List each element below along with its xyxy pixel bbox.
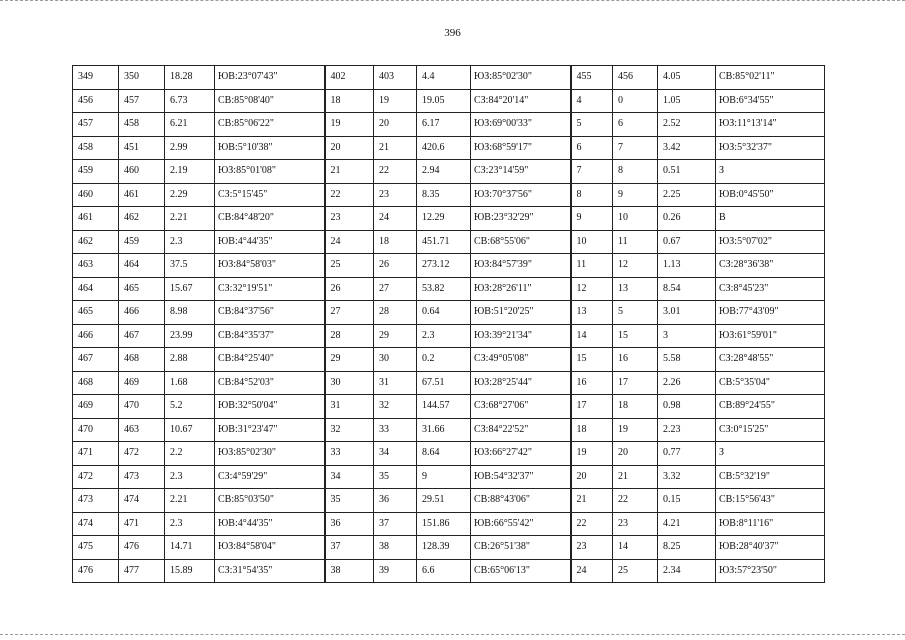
cell-group1-to-point: 460: [119, 160, 165, 184]
cell-group1-to-point: 451: [119, 136, 165, 160]
cell-group3-from-point: 16: [571, 371, 613, 395]
cell-group2-from-point: 26: [325, 277, 374, 301]
cell-group1-bearing: ЮВ:32°50'04": [215, 395, 325, 419]
cell-group1-from-point: 456: [73, 89, 119, 113]
cell-group1-from-point: 470: [73, 418, 119, 442]
cell-group1-to-point: 457: [119, 89, 165, 113]
cell-group1-bearing: СЗ:32°19'51": [215, 277, 325, 301]
cell-group1-bearing: СЗ:5°15'45": [215, 183, 325, 207]
cell-group1-distance: 18.28: [165, 66, 215, 90]
cell-group2-to-point: 38: [374, 536, 417, 560]
cell-group3-distance: 3.01: [658, 301, 716, 325]
table-row: [73, 277, 825, 301]
cell-group1-to-point: 459: [119, 230, 165, 254]
cell-group3-bearing: ЮЗ:11°13'14": [716, 113, 825, 137]
table-row: [73, 230, 825, 254]
cell-group2-distance: 8.35: [417, 183, 471, 207]
cell-group2-to-point: 36: [374, 489, 417, 513]
cell-group3-bearing: СЗ:28°36'38": [716, 254, 825, 278]
cell-group2-bearing: ЮЗ:68°59'17": [471, 136, 571, 160]
cell-group2-bearing: ЮЗ:70°37'56": [471, 183, 571, 207]
cell-group3-from-point: 12: [571, 277, 613, 301]
cell-group1-to-point: 470: [119, 395, 165, 419]
table-row: [73, 254, 825, 278]
cell-group1-bearing: СЗ:31°54'35": [215, 559, 325, 583]
table-row: [73, 371, 825, 395]
cell-group3-from-point: 13: [571, 301, 613, 325]
cell-group1-bearing: СВ:85°08'40": [215, 89, 325, 113]
cell-group1-from-point: 462: [73, 230, 119, 254]
table-row: [73, 301, 825, 325]
cell-group2-to-point: 27: [374, 277, 417, 301]
cell-group2-distance: 151.86: [417, 512, 471, 536]
table-row: [73, 207, 825, 231]
cell-group2-to-point: 23: [374, 183, 417, 207]
cell-group1-bearing: ЮЗ:84°58'03": [215, 254, 325, 278]
cell-group3-distance: 3.32: [658, 465, 716, 489]
scan-edge-top: [0, 0, 905, 1]
table-row: [73, 395, 825, 419]
cell-group2-distance: 420.6: [417, 136, 471, 160]
cell-group1-from-point: 457: [73, 113, 119, 137]
cell-group1-to-point: 462: [119, 207, 165, 231]
cell-group2-to-point: 22: [374, 160, 417, 184]
cell-group3-to-point: 18: [613, 395, 658, 419]
cell-group2-bearing: ЮЗ:28°25'44": [471, 371, 571, 395]
cell-group3-from-point: 21: [571, 489, 613, 513]
cell-group2-bearing: СВ:65°06'13": [471, 559, 571, 583]
cell-group2-to-point: 403: [374, 66, 417, 90]
cell-group1-bearing: ЮВ:4°44'35": [215, 230, 325, 254]
cell-group2-from-point: 402: [325, 66, 374, 90]
survey-table: [72, 65, 825, 583]
cell-group1-bearing: СВ:84°52'03": [215, 371, 325, 395]
cell-group3-bearing: ЮЗ:5°07'02": [716, 230, 825, 254]
cell-group2-bearing: ЮЗ:85°02'30": [471, 66, 571, 90]
cell-group3-from-point: 9: [571, 207, 613, 231]
cell-group1-to-point: 471: [119, 512, 165, 536]
cell-group1-to-point: 468: [119, 348, 165, 372]
cell-group1-bearing: ЮЗ:85°01'08": [215, 160, 325, 184]
cell-group3-distance: 2.52: [658, 113, 716, 137]
cell-group2-to-point: 34: [374, 442, 417, 466]
cell-group3-from-point: 10: [571, 230, 613, 254]
cell-group3-to-point: 456: [613, 66, 658, 90]
cell-group3-from-point: 7: [571, 160, 613, 184]
survey-table-body: [73, 66, 825, 583]
cell-group1-distance: 2.3: [165, 230, 215, 254]
cell-group2-distance: 8.64: [417, 442, 471, 466]
cell-group1-distance: 15.89: [165, 559, 215, 583]
cell-group1-from-point: 468: [73, 371, 119, 395]
cell-group3-distance: 2.34: [658, 559, 716, 583]
cell-group3-bearing: ЮВ:28°40'37": [716, 536, 825, 560]
cell-group1-to-point: 469: [119, 371, 165, 395]
cell-group2-bearing: СЗ:84°20'14": [471, 89, 571, 113]
cell-group2-from-point: 35: [325, 489, 374, 513]
cell-group2-to-point: 30: [374, 348, 417, 372]
table-row: [73, 536, 825, 560]
cell-group2-bearing: СЗ:68°27'06": [471, 395, 571, 419]
cell-group3-from-point: 19: [571, 442, 613, 466]
cell-group2-bearing: СЗ:49°05'08": [471, 348, 571, 372]
cell-group1-to-point: 472: [119, 442, 165, 466]
cell-group2-distance: 31.66: [417, 418, 471, 442]
cell-group3-to-point: 10: [613, 207, 658, 231]
cell-group3-to-point: 17: [613, 371, 658, 395]
cell-group3-distance: 0.51: [658, 160, 716, 184]
cell-group1-bearing: СВ:84°25'40": [215, 348, 325, 372]
cell-group3-bearing: СЗ:8°45'23": [716, 277, 825, 301]
cell-group2-distance: 12.29: [417, 207, 471, 231]
cell-group3-bearing: СВ:5°35'04": [716, 371, 825, 395]
cell-group3-from-point: 4: [571, 89, 613, 113]
cell-group3-distance: 3: [658, 324, 716, 348]
cell-group3-distance: 4.05: [658, 66, 716, 90]
cell-group3-to-point: 8: [613, 160, 658, 184]
cell-group3-from-point: 14: [571, 324, 613, 348]
cell-group2-bearing: ЮЗ:66°27'42": [471, 442, 571, 466]
cell-group3-to-point: 21: [613, 465, 658, 489]
cell-group3-bearing: СВ:15°56'43": [716, 489, 825, 513]
cell-group2-from-point: 31: [325, 395, 374, 419]
cell-group2-distance: 6.6: [417, 559, 471, 583]
cell-group2-from-point: 25: [325, 254, 374, 278]
cell-group3-to-point: 15: [613, 324, 658, 348]
cell-group2-to-point: 37: [374, 512, 417, 536]
cell-group1-bearing: СВ:84°48'20": [215, 207, 325, 231]
cell-group1-distance: 2.19: [165, 160, 215, 184]
cell-group2-to-point: 32: [374, 395, 417, 419]
cell-group3-bearing: СВ:89°24'55": [716, 395, 825, 419]
cell-group1-bearing: СЗ:4°59'29": [215, 465, 325, 489]
cell-group3-bearing: З: [716, 442, 825, 466]
cell-group2-distance: 2.94: [417, 160, 471, 184]
cell-group3-bearing: ЮВ:8°11'16": [716, 512, 825, 536]
cell-group1-bearing: ЮВ:23°07'43": [215, 66, 325, 90]
cell-group3-distance: 2.26: [658, 371, 716, 395]
cell-group1-from-point: 472: [73, 465, 119, 489]
cell-group1-from-point: 461: [73, 207, 119, 231]
cell-group1-bearing: СВ:84°37'56": [215, 301, 325, 325]
cell-group3-bearing: СЗ:0°15'25": [716, 418, 825, 442]
cell-group2-bearing: ЮЗ:69°00'33": [471, 113, 571, 137]
cell-group1-to-point: 463: [119, 418, 165, 442]
cell-group3-bearing: СЗ:28°48'55": [716, 348, 825, 372]
table-row: [73, 442, 825, 466]
cell-group1-to-point: 464: [119, 254, 165, 278]
cell-group3-to-point: 7: [613, 136, 658, 160]
cell-group2-bearing: ЮВ:23°32'29": [471, 207, 571, 231]
cell-group3-distance: 8.54: [658, 277, 716, 301]
cell-group2-from-point: 21: [325, 160, 374, 184]
table-row: [73, 183, 825, 207]
cell-group3-from-point: 20: [571, 465, 613, 489]
cell-group2-from-point: 32: [325, 418, 374, 442]
cell-group1-distance: 14.71: [165, 536, 215, 560]
cell-group2-distance: 67.51: [417, 371, 471, 395]
cell-group3-to-point: 23: [613, 512, 658, 536]
cell-group3-distance: 2.23: [658, 418, 716, 442]
cell-group3-to-point: 6: [613, 113, 658, 137]
cell-group1-distance: 2.29: [165, 183, 215, 207]
cell-group2-from-point: 18: [325, 89, 374, 113]
cell-group2-from-point: 24: [325, 230, 374, 254]
cell-group1-to-point: 467: [119, 324, 165, 348]
cell-group2-from-point: 34: [325, 465, 374, 489]
cell-group3-to-point: 14: [613, 536, 658, 560]
cell-group1-bearing: СВ:85°06'22": [215, 113, 325, 137]
cell-group3-distance: 2.25: [658, 183, 716, 207]
cell-group2-bearing: СВ:68°55'06": [471, 230, 571, 254]
cell-group1-bearing: ЮВ:31°23'47": [215, 418, 325, 442]
cell-group3-to-point: 11: [613, 230, 658, 254]
cell-group3-distance: 1.05: [658, 89, 716, 113]
cell-group3-distance: 3.42: [658, 136, 716, 160]
cell-group3-from-point: 23: [571, 536, 613, 560]
cell-group1-distance: 10.67: [165, 418, 215, 442]
cell-group2-bearing: СВ:26°51'38": [471, 536, 571, 560]
cell-group3-to-point: 12: [613, 254, 658, 278]
cell-group1-to-point: 465: [119, 277, 165, 301]
cell-group2-distance: 144.57: [417, 395, 471, 419]
cell-group1-distance: 8.98: [165, 301, 215, 325]
cell-group3-distance: 0.15: [658, 489, 716, 513]
table-row: [73, 418, 825, 442]
table-row: [73, 89, 825, 113]
cell-group2-distance: 2.3: [417, 324, 471, 348]
cell-group1-to-point: 477: [119, 559, 165, 583]
cell-group2-from-point: 30: [325, 371, 374, 395]
cell-group2-bearing: ЮЗ:39°21'34": [471, 324, 571, 348]
cell-group3-bearing: ЮВ:0°45'50": [716, 183, 825, 207]
cell-group3-from-point: 17: [571, 395, 613, 419]
cell-group3-to-point: 9: [613, 183, 658, 207]
cell-group1-from-point: 474: [73, 512, 119, 536]
cell-group1-distance: 2.3: [165, 465, 215, 489]
cell-group1-bearing: СВ:84°35'37": [215, 324, 325, 348]
cell-group2-from-point: 38: [325, 559, 374, 583]
cell-group3-to-point: 0: [613, 89, 658, 113]
cell-group3-to-point: 19: [613, 418, 658, 442]
cell-group3-from-point: 8: [571, 183, 613, 207]
cell-group3-bearing: ЮЗ:57°23'50": [716, 559, 825, 583]
cell-group1-distance: 15.67: [165, 277, 215, 301]
cell-group1-bearing: ЮВ:5°10'38": [215, 136, 325, 160]
cell-group2-from-point: 20: [325, 136, 374, 160]
cell-group1-from-point: 476: [73, 559, 119, 583]
cell-group1-distance: 23.99: [165, 324, 215, 348]
cell-group2-to-point: 33: [374, 418, 417, 442]
cell-group2-distance: 53.82: [417, 277, 471, 301]
table-row: [73, 489, 825, 513]
cell-group1-distance: 2.2: [165, 442, 215, 466]
cell-group1-bearing: ЮВ:4°44'35": [215, 512, 325, 536]
cell-group3-from-point: 5: [571, 113, 613, 137]
table-row: [73, 559, 825, 583]
cell-group2-bearing: СЗ:23°14'59": [471, 160, 571, 184]
cell-group2-distance: 29.51: [417, 489, 471, 513]
cell-group1-from-point: 458: [73, 136, 119, 160]
table-row: [73, 348, 825, 372]
cell-group1-distance: 2.99: [165, 136, 215, 160]
cell-group1-from-point: 475: [73, 536, 119, 560]
cell-group2-from-point: 19: [325, 113, 374, 137]
page-number: 396: [444, 27, 461, 39]
cell-group1-from-point: 464: [73, 277, 119, 301]
cell-group1-from-point: 467: [73, 348, 119, 372]
cell-group1-from-point: 465: [73, 301, 119, 325]
cell-group3-bearing: ЮЗ:5°32'37": [716, 136, 825, 160]
cell-group2-to-point: 20: [374, 113, 417, 137]
cell-group1-distance: 6.21: [165, 113, 215, 137]
cell-group3-to-point: 22: [613, 489, 658, 513]
cell-group1-to-point: 350: [119, 66, 165, 90]
cell-group3-bearing: ЮЗ:61°59'01": [716, 324, 825, 348]
cell-group3-distance: 4.21: [658, 512, 716, 536]
cell-group3-bearing: ЮВ:77°43'09": [716, 301, 825, 325]
cell-group3-distance: 5.58: [658, 348, 716, 372]
table-row: [73, 66, 825, 90]
cell-group1-from-point: 349: [73, 66, 119, 90]
table-row: [73, 160, 825, 184]
cell-group3-to-point: 5: [613, 301, 658, 325]
cell-group3-distance: 0.77: [658, 442, 716, 466]
cell-group2-from-point: 33: [325, 442, 374, 466]
cell-group2-bearing: ЮВ:66°55'42": [471, 512, 571, 536]
cell-group3-distance: 0.98: [658, 395, 716, 419]
cell-group1-from-point: 459: [73, 160, 119, 184]
cell-group2-from-point: 27: [325, 301, 374, 325]
cell-group3-from-point: 11: [571, 254, 613, 278]
cell-group2-distance: 6.17: [417, 113, 471, 137]
cell-group1-distance: 2.3: [165, 512, 215, 536]
cell-group3-to-point: 16: [613, 348, 658, 372]
cell-group2-from-point: 23: [325, 207, 374, 231]
cell-group2-distance: 0.2: [417, 348, 471, 372]
table-row: [73, 324, 825, 348]
cell-group1-from-point: 460: [73, 183, 119, 207]
cell-group3-bearing: СВ:5°32'19": [716, 465, 825, 489]
cell-group2-from-point: 22: [325, 183, 374, 207]
cell-group2-distance: 19.05: [417, 89, 471, 113]
cell-group3-from-point: 22: [571, 512, 613, 536]
cell-group2-distance: 9: [417, 465, 471, 489]
cell-group1-from-point: 466: [73, 324, 119, 348]
cell-group2-to-point: 18: [374, 230, 417, 254]
cell-group2-to-point: 35: [374, 465, 417, 489]
cell-group3-distance: 0.26: [658, 207, 716, 231]
cell-group1-from-point: 469: [73, 395, 119, 419]
cell-group1-to-point: 458: [119, 113, 165, 137]
cell-group2-bearing: ЮЗ:84°57'39": [471, 254, 571, 278]
cell-group1-bearing: ЮЗ:85°02'30": [215, 442, 325, 466]
cell-group3-distance: 1.13: [658, 254, 716, 278]
cell-group2-distance: 128.39: [417, 536, 471, 560]
cell-group1-from-point: 473: [73, 489, 119, 513]
cell-group1-to-point: 473: [119, 465, 165, 489]
cell-group2-distance: 273.12: [417, 254, 471, 278]
cell-group2-from-point: 29: [325, 348, 374, 372]
cell-group1-bearing: СВ:85°03'50": [215, 489, 325, 513]
cell-group2-from-point: 36: [325, 512, 374, 536]
cell-group1-to-point: 461: [119, 183, 165, 207]
scan-edge-bottom: [0, 634, 905, 635]
cell-group2-to-point: 39: [374, 559, 417, 583]
cell-group3-to-point: 13: [613, 277, 658, 301]
cell-group2-bearing: ЮВ:54°32'37": [471, 465, 571, 489]
cell-group2-to-point: 29: [374, 324, 417, 348]
cell-group2-to-point: 21: [374, 136, 417, 160]
cell-group2-to-point: 31: [374, 371, 417, 395]
cell-group2-from-point: 28: [325, 324, 374, 348]
cell-group3-from-point: 24: [571, 559, 613, 583]
cell-group1-distance: 2.21: [165, 489, 215, 513]
cell-group1-to-point: 466: [119, 301, 165, 325]
cell-group3-to-point: 20: [613, 442, 658, 466]
cell-group3-to-point: 25: [613, 559, 658, 583]
cell-group1-distance: 2.88: [165, 348, 215, 372]
cell-group3-bearing: В: [716, 207, 825, 231]
cell-group1-distance: 5.2: [165, 395, 215, 419]
cell-group1-bearing: ЮЗ:84°58'04": [215, 536, 325, 560]
cell-group2-bearing: ЮВ:51°20'25": [471, 301, 571, 325]
cell-group2-to-point: 24: [374, 207, 417, 231]
table-row: [73, 113, 825, 137]
cell-group3-bearing: З: [716, 160, 825, 184]
cell-group2-to-point: 28: [374, 301, 417, 325]
cell-group2-to-point: 19: [374, 89, 417, 113]
cell-group2-distance: 451.71: [417, 230, 471, 254]
cell-group1-to-point: 474: [119, 489, 165, 513]
cell-group3-from-point: 455: [571, 66, 613, 90]
cell-group2-bearing: ЮЗ:28°26'11": [471, 277, 571, 301]
cell-group3-distance: 0.67: [658, 230, 716, 254]
cell-group3-bearing: СВ:85°02'11": [716, 66, 825, 90]
cell-group1-distance: 6.73: [165, 89, 215, 113]
cell-group2-distance: 4.4: [417, 66, 471, 90]
table-row: [73, 512, 825, 536]
table-row: [73, 465, 825, 489]
cell-group2-to-point: 26: [374, 254, 417, 278]
cell-group1-distance: 1.68: [165, 371, 215, 395]
cell-group1-from-point: 471: [73, 442, 119, 466]
cell-group2-bearing: СЗ:84°22'52": [471, 418, 571, 442]
cell-group1-to-point: 476: [119, 536, 165, 560]
cell-group2-bearing: СВ:88°43'06": [471, 489, 571, 513]
cell-group1-distance: 2.21: [165, 207, 215, 231]
cell-group3-bearing: ЮВ:6°34'55": [716, 89, 825, 113]
cell-group3-from-point: 18: [571, 418, 613, 442]
cell-group3-from-point: 15: [571, 348, 613, 372]
cell-group2-distance: 0.64: [417, 301, 471, 325]
cell-group3-from-point: 6: [571, 136, 613, 160]
cell-group1-distance: 37.5: [165, 254, 215, 278]
table-row: [73, 136, 825, 160]
cell-group2-from-point: 37: [325, 536, 374, 560]
cell-group1-from-point: 463: [73, 254, 119, 278]
cell-group3-distance: 8.25: [658, 536, 716, 560]
